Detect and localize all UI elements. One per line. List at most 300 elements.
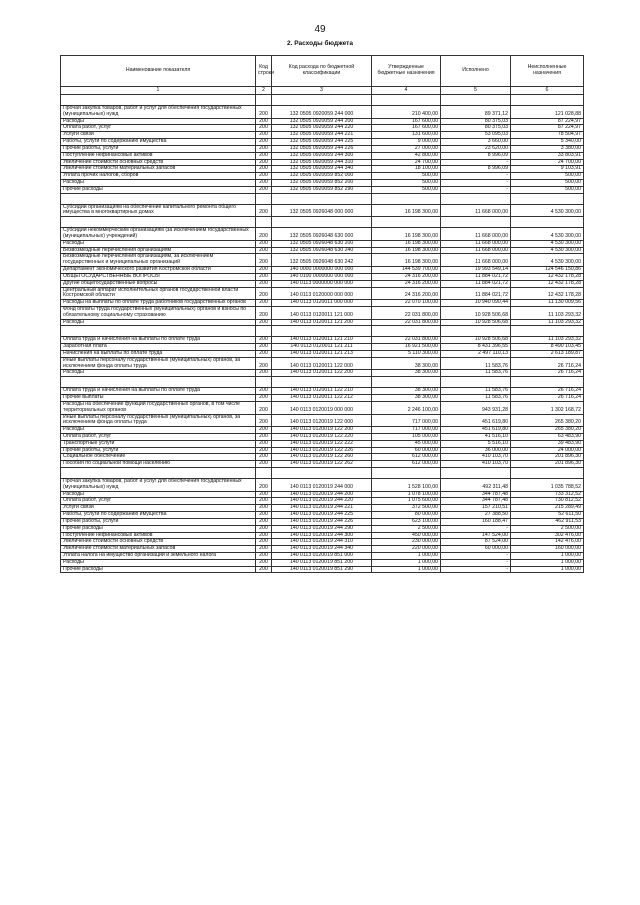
row-approved-cell: 22 031 800,00 <box>372 319 441 326</box>
empty-cell <box>272 326 372 337</box>
row-unexecuted-cell: 63 483,90 <box>511 433 584 440</box>
row-code-cell: 200 <box>256 395 272 402</box>
header-number: 2 <box>256 87 272 95</box>
table-row <box>61 319 584 326</box>
empty-cell <box>61 193 256 204</box>
row-approved-cell: 1 000,00 <box>372 552 441 559</box>
row-approved-cell: 16 198 300,00 <box>372 254 441 267</box>
row-approved-cell: 717 000,00 <box>372 414 441 427</box>
row-executed-cell: - <box>441 525 511 532</box>
row-executed-cell: - <box>441 179 511 186</box>
row-name-cell: Прочие расходы <box>61 566 256 573</box>
row-executed-cell: 410 103,70 <box>441 461 511 468</box>
row-approved-cell: 612 000,00 <box>372 454 441 461</box>
row-unexecuted-cell: 26 716,24 <box>511 357 584 370</box>
row-executed-cell: 3 660,00 <box>441 139 511 146</box>
row-kbk-cell: 132 0505 0920059 244 225 <box>272 139 372 146</box>
row-executed-cell: 87 524,00 <box>441 539 511 546</box>
row-name-cell: Уплата налога на имущество организаций и земельного налога <box>61 552 256 559</box>
row-unexecuted-cell: 11 130 009,56 <box>511 300 584 307</box>
row-name-cell: Увеличение стоимости основных средств <box>61 539 256 546</box>
row-executed-cell: 19 993 549,14 <box>441 267 511 274</box>
row-name-cell: Другие общегосударственные вопросы <box>61 280 256 287</box>
row-executed-cell: 8 431 396,55 <box>441 344 511 351</box>
row-kbk-cell: 140 0113 0120019 122 260 <box>272 454 372 461</box>
row-kbk-cell: 140 0113 0120019 244 220 <box>272 498 372 505</box>
table-header-row <box>61 56 584 87</box>
row-unexecuted-cell: 4 530 300,00 <box>511 247 584 254</box>
empty-cell <box>441 468 511 479</box>
row-executed-cell: 2 497 110,13 <box>441 351 511 358</box>
row-unexecuted-cell: 500,00 <box>511 179 584 186</box>
row-name-cell: Безвозмездные перечисления организациям, за исключением государственных и муниципальных организаций <box>61 254 256 267</box>
table-row <box>61 254 584 267</box>
row-name-cell: Поступление нефинансовых активов <box>61 532 256 539</box>
table-row <box>61 306 584 319</box>
row-approved-cell: 9 000,00 <box>372 139 441 146</box>
row-kbk-cell: 132 0505 0920059 244 000 <box>272 106 372 119</box>
row-code-cell: 200 <box>256 461 272 468</box>
row-unexecuted-cell: 9 103,91 <box>511 166 584 173</box>
row-executed-cell: 11 583,76 <box>441 388 511 395</box>
row-executed-cell: 11 668 000,00 <box>441 228 511 241</box>
row-name-cell: Расходы на обеспечение функций государственных органов, в том числе территориальных органов <box>61 401 256 414</box>
row-approved-cell: 167 600,00 <box>372 125 441 132</box>
row-code-cell: 200 <box>256 479 272 492</box>
row-executed-cell: 344 787,48 <box>441 491 511 498</box>
row-kbk-cell: 140 0113 0120011 000 000 <box>272 300 372 307</box>
row-code-cell: 200 <box>256 125 272 132</box>
row-unexecuted-cell: 5 340,00 <box>511 139 584 146</box>
table-row <box>61 401 584 414</box>
row-kbk-cell: 132 0505 0920059 852 290 <box>272 186 372 193</box>
row-executed-cell: 492 311,48 <box>441 479 511 492</box>
row-kbk-cell: 132 0505 0926048 630 242 <box>272 254 372 267</box>
row-unexecuted-cell: 2 500,00 <box>511 525 584 532</box>
row-code-cell: 200 <box>256 566 272 573</box>
row-name-cell: Поступление нефинансовых активов <box>61 152 256 159</box>
row-kbk-cell: 132 0505 0920059 244 340 <box>272 166 372 173</box>
row-kbk-cell: 140 0113 0120011 121 200 <box>272 319 372 326</box>
row-executed-cell: 344 787,48 <box>441 498 511 505</box>
row-executed-cell: 8 996,09 <box>441 166 511 173</box>
row-name-cell: Прочие расходы <box>61 186 256 193</box>
row-unexecuted-cell: 87 224,97 <box>511 125 584 132</box>
row-code-cell: 200 <box>256 337 272 344</box>
empty-cell <box>372 217 441 228</box>
row-kbk-cell: 140 0113 0120011 122 212 <box>272 395 372 402</box>
row-code-cell: 200 <box>256 351 272 358</box>
budget-expenses-table <box>60 55 584 573</box>
row-name-cell: Работы, услуги по содержанию имущества <box>61 139 256 146</box>
row-executed-cell: 10 928 506,68 <box>441 319 511 326</box>
row-name-cell: Оплата работ, услуг <box>61 433 256 440</box>
row-executed-cell: 27 388,50 <box>441 512 511 519</box>
row-code-cell: 200 <box>256 300 272 307</box>
row-code-cell: 200 <box>256 440 272 447</box>
row-unexecuted-cell: 26 716,24 <box>511 395 584 402</box>
row-approved-cell: 372 500,00 <box>372 505 441 512</box>
row-name-cell: Расходы <box>61 427 256 434</box>
row-approved-cell: 5 110 300,00 <box>372 351 441 358</box>
row-executed-cell: 11 668 000,00 <box>441 254 511 267</box>
row-unexecuted-cell: 265 380,20 <box>511 414 584 427</box>
header-approved: Утвержденные бюджетные назначения <box>372 56 441 87</box>
row-kbk-cell: 140 0113 0120019 122 226 <box>272 447 372 454</box>
row-code-cell: 200 <box>256 357 272 370</box>
row-code-cell: 200 <box>256 132 272 139</box>
row-name-cell: Услуги связи <box>61 505 256 512</box>
row-kbk-cell: 132 0505 0926048 000 000 <box>272 204 372 217</box>
row-unexecuted-cell: 8 490 103,45 <box>511 344 584 351</box>
row-code-cell: 200 <box>256 306 272 319</box>
table-row <box>61 357 584 370</box>
empty-cell <box>61 377 256 388</box>
header-executed: Исполнено <box>441 56 511 87</box>
row-approved-cell: 38 300,00 <box>372 395 441 402</box>
row-code-cell: 200 <box>256 186 272 193</box>
row-kbk-cell: 132 0505 0920059 244 300 <box>272 152 372 159</box>
row-kbk-cell: 140 0113 0120000 000 000 <box>272 287 372 300</box>
table-row <box>61 280 584 287</box>
row-code-cell: 200 <box>256 505 272 512</box>
row-code-cell: 200 <box>256 447 272 454</box>
row-executed-cell: 11 668 000,00 <box>441 240 511 247</box>
row-kbk-cell: 140 0113 0120019 244 000 <box>272 479 372 492</box>
row-unexecuted-cell: 4 530 300,00 <box>511 240 584 247</box>
row-approved-cell: 230 000,00 <box>372 539 441 546</box>
row-name-cell: Иные выплаты персоналу государственных (муниципальных) органов, за исключением фонда оплаты труда <box>61 357 256 370</box>
row-executed-cell: 60 000,00 <box>441 546 511 553</box>
row-name-cell: Расходы <box>61 491 256 498</box>
row-unexecuted-cell: 4 530 300,00 <box>511 228 584 241</box>
row-name-cell: Оплата труда и начисления на выплаты по оплате труда <box>61 337 256 344</box>
row-unexecuted-cell: 1 000,00 <box>511 559 584 566</box>
row-executed-cell: - <box>441 566 511 573</box>
row-name-cell: Прочие расходы <box>61 525 256 532</box>
row-unexecuted-cell: 11 103 293,32 <box>511 337 584 344</box>
row-approved-cell: 24 316 200,00 <box>372 287 441 300</box>
row-kbk-cell: 140 0113 0120019 851 200 <box>272 559 372 566</box>
row-approved-cell: 144 539 700,00 <box>372 267 441 274</box>
row-kbk-cell: 140 0113 0120019 244 340 <box>272 546 372 553</box>
row-executed-cell: 943 931,28 <box>441 401 511 414</box>
row-kbk-cell: 140 0113 0120019 244 226 <box>272 518 372 525</box>
row-kbk-cell: 140 0113 0120011 122 210 <box>272 388 372 395</box>
header-name: Наименование показателя <box>61 56 256 87</box>
empty-cell <box>441 377 511 388</box>
empty-cell <box>272 193 372 204</box>
table-row <box>61 461 584 468</box>
row-name-cell: Заработная плата <box>61 344 256 351</box>
row-executed-cell: - <box>441 559 511 566</box>
row-code-cell: 200 <box>256 414 272 427</box>
row-kbk-cell: 140 0113 0120019 122 262 <box>272 461 372 468</box>
row-approved-cell: 38 300,00 <box>372 370 441 377</box>
row-name-cell: Работы, услуги по содержанию имущества <box>61 512 256 519</box>
empty-cell <box>61 326 256 337</box>
row-executed-cell: 410 103,70 <box>441 454 511 461</box>
row-code-cell: 200 <box>256 247 272 254</box>
spacer-row <box>61 193 584 204</box>
row-code-cell: 200 <box>256 388 272 395</box>
row-approved-cell: 500,00 <box>372 173 441 180</box>
row-name-cell: Уплата прочих налогов, сборов <box>61 173 256 180</box>
row-unexecuted-cell: 462 911,53 <box>511 518 584 525</box>
row-code-cell: 200 <box>256 267 272 274</box>
empty-cell <box>256 377 272 388</box>
row-unexecuted-cell: 201 896,30 <box>511 454 584 461</box>
row-name-cell: Прочие работы, услуги <box>61 447 256 454</box>
row-unexecuted-cell: 39 483,90 <box>511 440 584 447</box>
row-approved-cell: 500,00 <box>372 179 441 186</box>
row-code-cell: 200 <box>256 344 272 351</box>
header-kbk: Код расхода по бюджетной классификации <box>272 56 372 87</box>
table-row <box>61 287 584 300</box>
row-approved-cell: 80 000,00 <box>372 512 441 519</box>
row-executed-cell: 23 620,00 <box>441 145 511 152</box>
header-number: 5 <box>441 87 511 95</box>
row-name-cell: Прочие работы, услуги <box>61 518 256 525</box>
row-code-cell: 200 <box>256 228 272 241</box>
row-name-cell: Услуги связи <box>61 132 256 139</box>
row-executed-cell: 80 375,03 <box>441 118 511 125</box>
row-executed-cell: 41 516,10 <box>441 433 511 440</box>
row-approved-cell: 167 600,00 <box>372 118 441 125</box>
empty-cell <box>256 468 272 479</box>
row-name-cell: Увеличение стоимости материальных запасов <box>61 546 256 553</box>
header-number: 3 <box>272 87 372 95</box>
row-executed-cell: - <box>441 552 511 559</box>
row-approved-cell: 38 300,00 <box>372 357 441 370</box>
row-name-cell: Оплата работ, услуг <box>61 498 256 505</box>
row-approved-cell: 16 198 300,00 <box>372 240 441 247</box>
row-code-cell: 200 <box>256 559 272 566</box>
row-code-cell: 200 <box>256 204 272 217</box>
row-code-cell: 200 <box>256 427 272 434</box>
row-name-cell: Начисления на выплаты по оплате труда <box>61 351 256 358</box>
empty-cell <box>372 326 441 337</box>
header-unexecuted: Неисполненные назначения <box>511 56 584 87</box>
row-kbk-cell: 132 0505 0926048 630 200 <box>272 240 372 247</box>
empty-cell <box>441 326 511 337</box>
row-executed-cell: 80 375,03 <box>441 125 511 132</box>
row-code-cell: 200 <box>256 454 272 461</box>
empty-cell <box>256 193 272 204</box>
row-unexecuted-cell: 11 103 293,32 <box>511 306 584 319</box>
row-kbk-cell: 140 0113 0120019 244 221 <box>272 505 372 512</box>
row-approved-cell: 16 921 500,00 <box>372 344 441 351</box>
row-kbk-cell: 140 0113 0120019 000 000 <box>272 401 372 414</box>
row-unexecuted-cell: 3 380,00 <box>511 145 584 152</box>
spacer-row <box>61 217 584 228</box>
empty-cell <box>511 326 584 337</box>
row-approved-cell: 24 316 200,00 <box>372 273 441 280</box>
row-code-cell: 200 <box>256 106 272 119</box>
row-executed-cell: 157 210,51 <box>441 505 511 512</box>
row-executed-cell: - <box>441 173 511 180</box>
row-unexecuted-cell: 124 546 150,86 <box>511 267 584 274</box>
row-code-cell: 200 <box>256 319 272 326</box>
row-kbk-cell: 140 0113 0120019 244 300 <box>272 532 372 539</box>
row-executed-cell: 160 188,47 <box>441 518 511 525</box>
row-kbk-cell: 140 0113 0120019 851 290 <box>272 566 372 573</box>
row-code-cell: 200 <box>256 280 272 287</box>
empty-cell <box>61 468 256 479</box>
empty-cell <box>372 95 441 106</box>
row-code-cell: 200 <box>256 287 272 300</box>
row-approved-cell: 16 198 300,00 <box>372 228 441 241</box>
row-executed-cell: 451 619,80 <box>441 414 511 427</box>
empty-cell <box>272 377 372 388</box>
row-unexecuted-cell: 11 103 293,32 <box>511 319 584 326</box>
row-approved-cell: 105 000,00 <box>372 433 441 440</box>
row-approved-cell: 131 600,00 <box>372 132 441 139</box>
row-unexecuted-cell: 730 812,52 <box>511 498 584 505</box>
row-kbk-cell: 140 0113 0120019 122 000 <box>272 414 372 427</box>
row-unexecuted-cell: 52 611,50 <box>511 512 584 519</box>
row-executed-cell: 10 928 506,68 <box>441 306 511 319</box>
table-row <box>61 370 584 377</box>
row-unexecuted-cell: 12 432 178,28 <box>511 280 584 287</box>
row-unexecuted-cell: 142 476,00 <box>511 539 584 546</box>
row-name-cell: Увеличение стоимости материальных запасов <box>61 166 256 173</box>
header-code: Код строки <box>256 56 272 87</box>
spacer-row <box>61 377 584 388</box>
row-unexecuted-cell: 2 613 189,87 <box>511 351 584 358</box>
row-name-cell: Прочая закупка товаров, работ и услуг для обеспечения государственных (муниципальных) нужд <box>61 479 256 492</box>
empty-cell <box>272 468 372 479</box>
row-unexecuted-cell: 215 289,49 <box>511 505 584 512</box>
row-name-cell: Расходы на выплаты по оплате труда работников государственных органов <box>61 300 256 307</box>
row-approved-cell: 16 198 300,00 <box>372 247 441 254</box>
row-name-cell: Оплата труда и начисления на выплаты по оплате труда <box>61 388 256 395</box>
row-approved-cell: 45 000,00 <box>372 440 441 447</box>
header-number: 6 <box>511 87 584 95</box>
row-unexecuted-cell: 1 035 788,52 <box>511 479 584 492</box>
row-approved-cell: 24 700,00 <box>372 159 441 166</box>
table-row <box>61 414 584 427</box>
row-kbk-cell: 140 0113 0120019 851 000 <box>272 552 372 559</box>
row-kbk-cell: 140 0113 0120019 244 310 <box>272 539 372 546</box>
row-code-cell: 200 <box>256 139 272 146</box>
row-unexecuted-cell: 1 302 168,72 <box>511 401 584 414</box>
empty-cell <box>511 377 584 388</box>
row-kbk-cell: 132 0505 0926048 630 240 <box>272 247 372 254</box>
table-row <box>61 152 584 159</box>
empty-cell <box>441 95 511 106</box>
spacer-row <box>61 468 584 479</box>
row-unexecuted-cell: 4 530 300,00 <box>511 254 584 267</box>
row-code-cell: 200 <box>256 498 272 505</box>
row-kbk-cell: 132 0505 0920059 244 310 <box>272 159 372 166</box>
table-row <box>61 479 584 492</box>
row-approved-cell: 1 078 100,00 <box>372 491 441 498</box>
row-unexecuted-cell: 26 716,24 <box>511 388 584 395</box>
row-approved-cell: 22 031 800,00 <box>372 306 441 319</box>
row-kbk-cell: 132 0505 0920059 852 000 <box>272 173 372 180</box>
table-row <box>61 525 584 532</box>
row-name-cell: Прочие работы, услуги <box>61 145 256 152</box>
row-code-cell: 200 <box>256 273 272 280</box>
empty-cell <box>441 217 511 228</box>
row-name-cell: Социальное обеспечение <box>61 454 256 461</box>
row-approved-cell: 38 300,00 <box>372 388 441 395</box>
row-approved-cell: 210 400,00 <box>372 106 441 119</box>
row-code-cell: 200 <box>256 240 272 247</box>
row-unexecuted-cell: 265 380,20 <box>511 427 584 434</box>
row-code-cell: 200 <box>256 145 272 152</box>
row-name-cell: Фонд оплаты труда государственных (муниципальных) органов и взносы по обязательному социальному страхованию <box>61 306 256 319</box>
empty-cell <box>272 95 372 106</box>
row-kbk-cell: 140 0000 0000000 000 000 <box>272 267 372 274</box>
row-unexecuted-cell: 500,00 <box>511 186 584 193</box>
row-unexecuted-cell: 12 432 178,28 <box>511 273 584 280</box>
row-unexecuted-cell: 1 000,00 <box>511 552 584 559</box>
empty-cell <box>511 217 584 228</box>
row-name-cell: Пособия по социальной помощи населению <box>61 461 256 468</box>
row-executed-cell: 11 668 000,00 <box>441 247 511 254</box>
row-name-cell: Департамент экономического развития Костромской области <box>61 267 256 274</box>
header-number: 4 <box>372 87 441 95</box>
row-kbk-cell: 132 0505 0920059 244 200 <box>272 118 372 125</box>
spacer-row <box>61 326 584 337</box>
row-executed-cell: 5 516,10 <box>441 440 511 447</box>
empty-cell <box>256 217 272 228</box>
row-name-cell: ОБЩЕГОСУДАРСТВЕННЫЕ ВОПРОСЫ <box>61 273 256 280</box>
row-kbk-cell: 140 0113 0120019 122 200 <box>272 427 372 434</box>
empty-cell <box>256 326 272 337</box>
row-kbk-cell: 140 0100 0000000 000 000 <box>272 273 372 280</box>
row-kbk-cell: 132 0505 0920059 852 200 <box>272 179 372 186</box>
row-approved-cell: 1 528 100,00 <box>372 479 441 492</box>
row-executed-cell: 10 940 090,44 <box>441 300 511 307</box>
empty-cell <box>511 95 584 106</box>
row-name-cell: Субсидии некоммерческим организациям (за исключением государственных (муниципальных) учреждений) <box>61 228 256 241</box>
row-code-cell: 200 <box>256 152 272 159</box>
row-approved-cell: 612 000,00 <box>372 461 441 468</box>
row-code-cell: 200 <box>256 433 272 440</box>
row-approved-cell: 1 000,00 <box>372 566 441 573</box>
table-row <box>61 186 584 193</box>
empty-cell <box>256 95 272 106</box>
row-name-cell: Расходы <box>61 179 256 186</box>
header-number: 1 <box>61 87 256 95</box>
row-approved-cell: 220 000,00 <box>372 546 441 553</box>
row-unexecuted-cell: 201 896,30 <box>511 461 584 468</box>
row-executed-cell: 11 884 021,72 <box>441 273 511 280</box>
empty-cell <box>441 193 511 204</box>
row-name-cell: Транспортные услуги <box>61 440 256 447</box>
row-unexecuted-cell: 4 530 300,00 <box>511 204 584 217</box>
row-kbk-cell: 140 0113 0120019 244 225 <box>272 512 372 519</box>
empty-cell <box>372 193 441 204</box>
row-executed-cell: 11 884 021,72 <box>441 287 511 300</box>
row-approved-cell: 22 031 800,00 <box>372 337 441 344</box>
row-name-cell: Увеличение стоимости основных средств <box>61 159 256 166</box>
row-name-cell: Субсидии организациям на обеспечение капитального ремонта общего имущества в многоквартирных домах <box>61 204 256 217</box>
row-code-cell: 200 <box>256 491 272 498</box>
row-kbk-cell: 140 0113 0000000 000 000 <box>272 280 372 287</box>
row-executed-cell: 53 095,03 <box>441 132 511 139</box>
row-approved-cell: 42 800,00 <box>372 152 441 159</box>
row-executed-cell: - <box>441 186 511 193</box>
row-kbk-cell: 132 0505 0920059 244 226 <box>272 145 372 152</box>
table-row <box>61 566 584 573</box>
row-code-cell: 200 <box>256 401 272 414</box>
row-approved-cell: 1 000,00 <box>372 559 441 566</box>
table-row <box>61 228 584 241</box>
